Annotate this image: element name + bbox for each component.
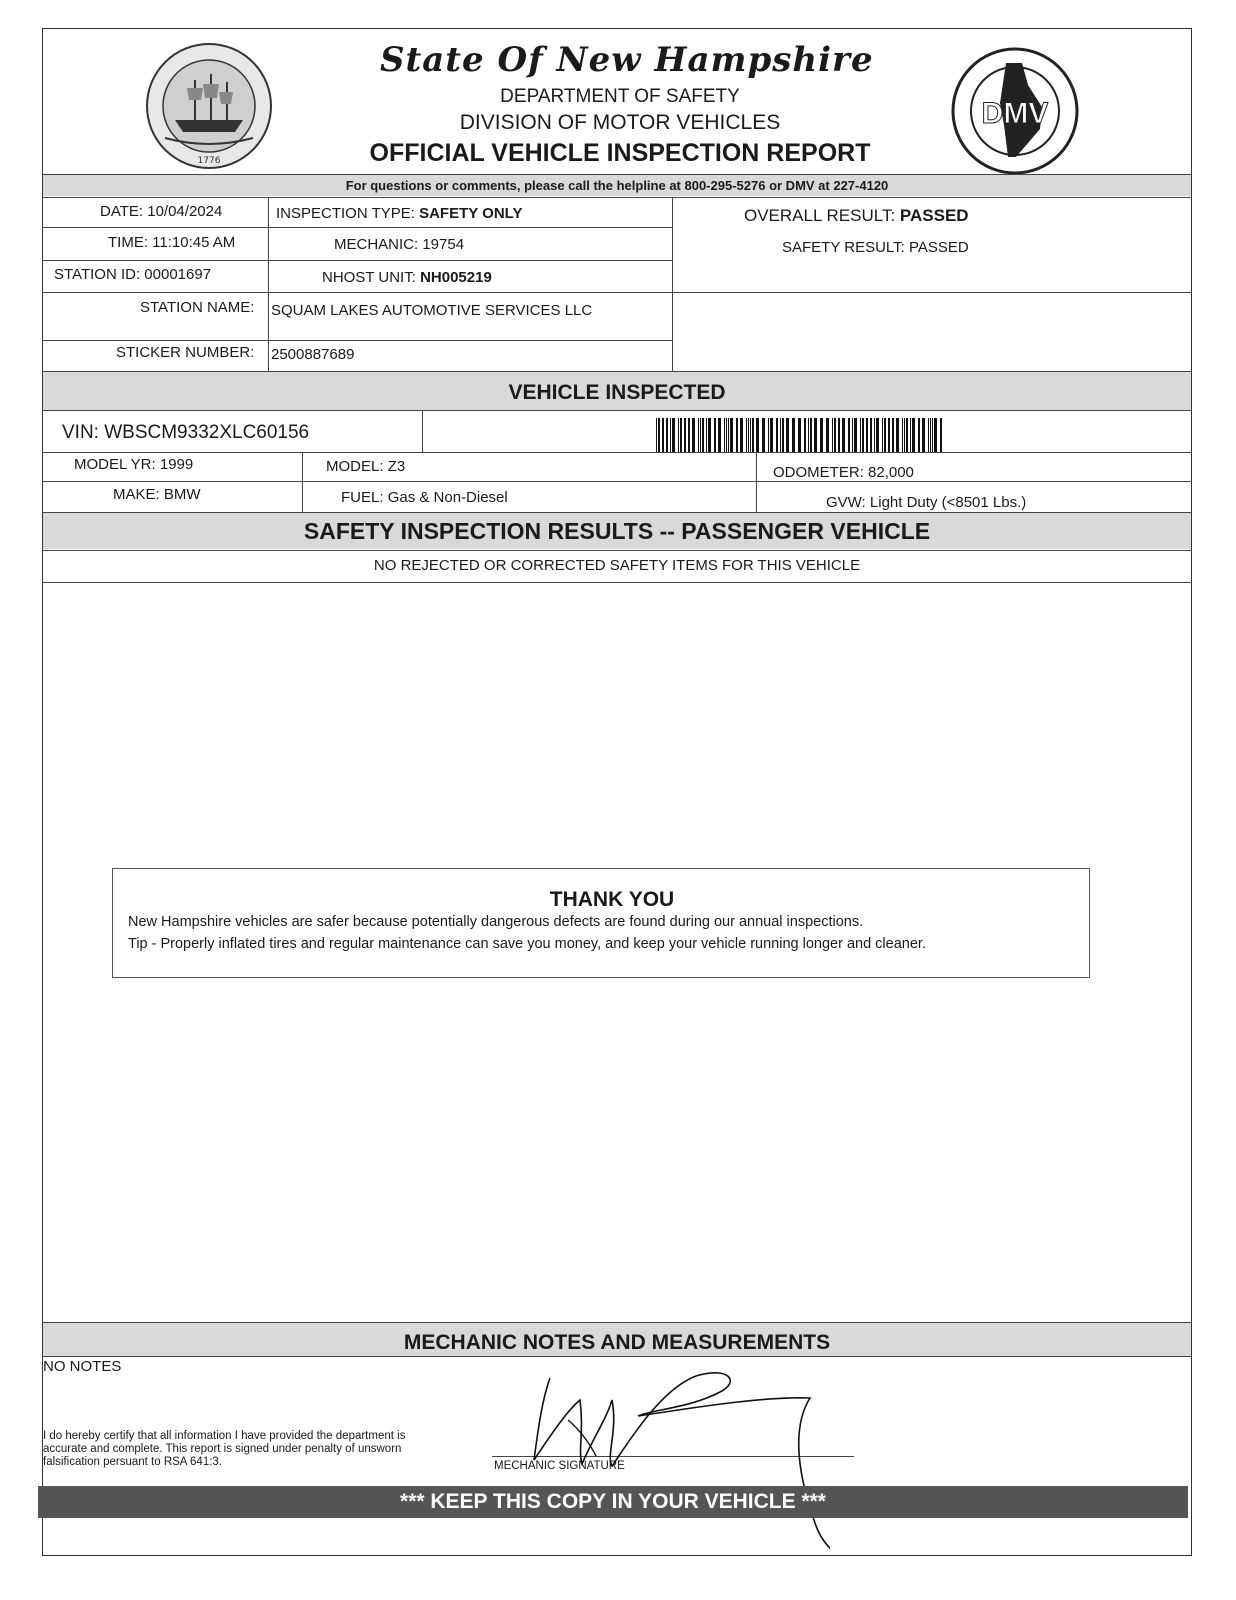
make-label: MAKE:: [113, 486, 160, 503]
safety-result-label: SAFETY RESULT:: [782, 239, 905, 256]
barcode-bar: [808, 418, 809, 452]
division-name: DIVISION OF MOTOR VEHICLES: [459, 111, 781, 134]
barcode-bar: [752, 418, 754, 452]
barcode-bar: [888, 418, 890, 452]
barcode-bar: [698, 418, 699, 452]
barcode-bar: [848, 418, 850, 452]
barcode-bar: [670, 418, 671, 452]
time-label: TIME:: [108, 234, 148, 251]
barcode-bar: [736, 418, 738, 452]
barcode-bar: [918, 418, 920, 452]
barcode-bar: [882, 418, 883, 452]
sticker-label: STICKER NUMBER:: [116, 344, 255, 361]
mechanic-row: [334, 236, 464, 253]
signature-label: MECHANIC SIGNATURE: [494, 1460, 625, 1472]
barcode-bar: [780, 418, 781, 452]
station-id-row: [54, 266, 211, 283]
station-id-label: STATION ID:: [54, 266, 141, 283]
results-title: SAFETY INSPECTION RESULTS -- PASSENGER VEHICLE: [303, 518, 931, 544]
barcode-bar: [702, 418, 704, 452]
fuel-value: Gas & Non-Diesel: [387, 489, 508, 506]
vehicle-section-title: VEHICLE INSPECTED: [508, 381, 726, 404]
barcode-bar: [874, 418, 875, 452]
barcode-bar: [666, 418, 668, 452]
barcode-bar: [930, 418, 931, 452]
barcode-bar: [786, 418, 789, 452]
barcode-bar: [928, 418, 929, 452]
footer-text: *** KEEP THIS COPY IN YOUR VEHICLE ***: [400, 1490, 826, 1513]
certification-line3: falsification persuant to RSA 641:3.: [43, 1456, 222, 1468]
thank-you-line2: Tip - Properly inflated tires and regular maintenance can save you money, and keep your vehicle running longer and cleaner.: [128, 936, 926, 952]
vin-barcode: [656, 418, 946, 454]
date-value: 10/04/2024: [147, 203, 223, 220]
date-row: [100, 203, 222, 220]
barcode-bar: [700, 418, 701, 452]
nhost-row: [322, 269, 492, 286]
barcode-bar: [810, 418, 812, 452]
fuel-label: FUEL:: [341, 489, 384, 506]
barcode-bar: [834, 418, 836, 452]
inspection-type-row: [276, 205, 522, 222]
department-name: DEPARTMENT OF SAFETY: [500, 86, 740, 107]
mechanic-value: 19754: [422, 236, 465, 253]
barcode-bar: [866, 418, 868, 452]
state-title: State Of New Hampshire: [380, 40, 874, 80]
time-row: [108, 234, 235, 251]
mechanic-signature: [520, 1360, 830, 1560]
barcode-bar: [762, 418, 765, 452]
model-row: [326, 458, 405, 475]
barcode-bar: [826, 418, 829, 452]
barcode-bar: [860, 418, 861, 452]
barcode-bar: [940, 418, 942, 452]
make-row: [113, 486, 201, 503]
barcode-bar: [832, 418, 833, 452]
barcode-bar: [680, 418, 682, 452]
gvw-row: [826, 494, 1026, 511]
results-message: NO REJECTED OR CORRECTED SAFETY ITEMS FOR THIS VEHICLE: [373, 557, 861, 574]
model-value: Z3: [387, 458, 406, 475]
barcode-bar: [820, 418, 823, 452]
nhost-value: NH005219: [420, 269, 492, 286]
barcode-bar: [792, 418, 795, 452]
barcode-bar: [852, 418, 853, 452]
notes-title: MECHANIC NOTES AND MEASUREMENTS: [403, 1331, 831, 1354]
overall-result-label: OVERALL RESULT:: [744, 206, 896, 225]
certification-line1: I do hereby certify that all information I have provided the department is: [43, 1430, 406, 1442]
report-title: OFFICIAL VEHICLE INSPECTION REPORT: [369, 139, 871, 167]
gvw-label: GVW:: [826, 494, 866, 511]
barcode-bar: [726, 418, 727, 452]
nhost-label: NHOST UNIT:: [322, 269, 416, 286]
model-year-value: 1999: [159, 456, 194, 473]
barcode-bar: [748, 418, 749, 452]
barcode-bar: [804, 418, 806, 452]
barcode-bar: [884, 418, 886, 452]
vin-label: VIN:: [62, 422, 99, 443]
overall-result-row: [744, 206, 969, 226]
barcode-bar: [688, 418, 690, 452]
barcode-bar: [892, 418, 894, 452]
date-label: DATE:: [100, 203, 144, 220]
gvw-value: Light Duty (<8501 Lbs.): [869, 494, 1027, 511]
thank-you-title: THANK YOU: [549, 888, 675, 911]
state-seal: [135, 40, 283, 172]
barcode-bar: [876, 418, 879, 452]
dmv-logo: [950, 45, 1080, 177]
barcode-bar: [684, 418, 686, 452]
barcode-bar: [672, 418, 675, 452]
vin-row: [62, 422, 309, 444]
barcode-bar: [750, 418, 751, 452]
make-value: BMW: [163, 486, 201, 503]
overall-result-value: PASSED: [899, 206, 969, 225]
inspection-type-value: SAFETY ONLY: [419, 205, 523, 222]
thank-you-line1: New Hampshire vehicles are safer because potentially dangerous defects are found during our annual inspections.: [128, 914, 864, 930]
barcode-bar: [768, 418, 769, 452]
barcode-bar: [902, 418, 903, 452]
model-year-label: MODEL YR:: [74, 456, 156, 473]
barcode-bar: [706, 418, 707, 452]
dmv-logo-text: DMV: [981, 97, 1049, 130]
barcode-bar: [862, 418, 864, 452]
time-value: 11:10:45 AM: [152, 234, 236, 251]
barcode-bar: [814, 418, 817, 452]
barcode-bar: [904, 418, 905, 452]
helpline: For questions or comments, please call the helpline at 800-295-5276 or DMV at 227-4120: [345, 178, 889, 193]
barcode-bar: [770, 418, 773, 452]
sticker-value: 2500887689: [271, 346, 355, 363]
model-label: MODEL:: [326, 458, 384, 475]
barcode-bar: [934, 418, 937, 452]
barcode-bar: [776, 418, 778, 452]
barcode-bar: [854, 418, 857, 452]
safety-result-row: [782, 239, 969, 256]
barcode-bar: [932, 418, 933, 452]
barcode-bar: [718, 418, 721, 452]
model-year-row: [74, 456, 193, 473]
barcode-bar: [662, 418, 664, 452]
barcode-bar: [922, 418, 925, 452]
barcode-bar: [740, 418, 743, 452]
inspection-type-label: INSPECTION TYPE:: [276, 205, 415, 222]
seal-year: 1776: [197, 156, 221, 166]
fuel-row: [341, 489, 508, 506]
barcode-bar: [658, 418, 660, 452]
barcode-bar: [656, 418, 657, 452]
barcode-bar: [746, 418, 747, 452]
barcode-bar: [910, 418, 911, 452]
odometer-value: 82,000: [868, 464, 914, 481]
certification-line2: accurate and complete. This report is signed under penalty of unsworn: [43, 1443, 402, 1455]
barcode-bar: [906, 418, 908, 452]
barcode-bar: [692, 418, 695, 452]
station-name-value: SQUAM LAKES AUTOMOTIVE SERVICES LLC: [271, 302, 593, 319]
barcode-bar: [730, 418, 733, 452]
vin-value: WBSCM9332XLC60156: [104, 422, 310, 443]
odometer-label: ODOMETER:: [773, 464, 864, 481]
barcode-bar: [714, 418, 716, 452]
barcode-bar: [838, 418, 840, 452]
barcode-bar: [870, 418, 872, 452]
barcode-bar: [896, 418, 899, 452]
barcode-bar: [678, 418, 679, 452]
safety-result-value: PASSED: [908, 239, 969, 256]
barcode-bar: [842, 418, 845, 452]
barcode-bar: [912, 418, 915, 452]
mechanic-label: MECHANIC:: [334, 236, 419, 253]
barcode-bar: [756, 418, 759, 452]
barcode-bar: [724, 418, 725, 452]
station-name-label: STATION NAME:: [140, 299, 255, 316]
station-id-value: 00001697: [144, 266, 212, 283]
barcode-bar: [782, 418, 784, 452]
barcode-bar: [728, 418, 729, 452]
odometer-row: [773, 464, 914, 481]
barcode-bar: [798, 418, 801, 452]
notes-content: NO NOTES: [43, 1358, 122, 1375]
barcode-bar: [708, 418, 711, 452]
